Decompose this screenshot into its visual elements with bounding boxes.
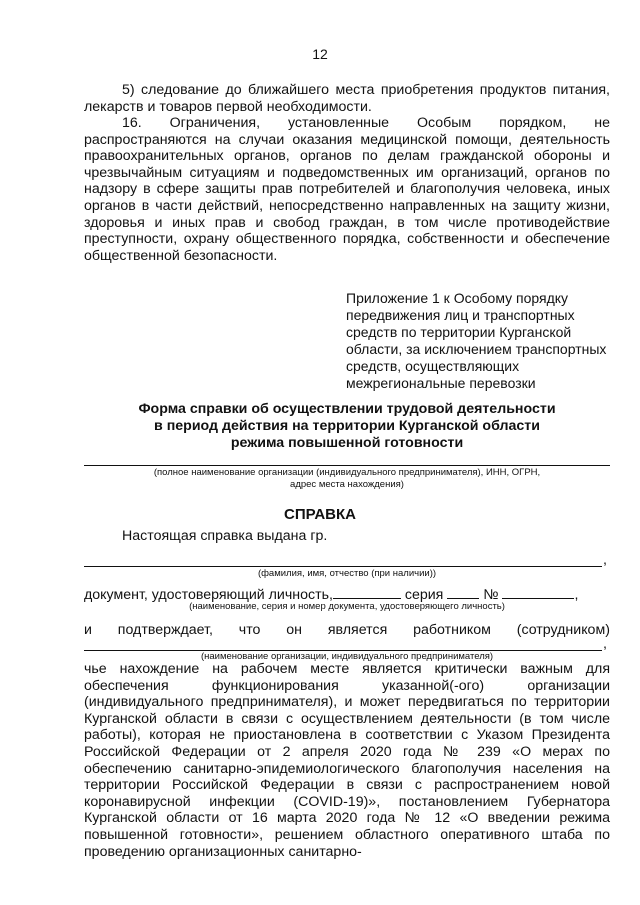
- form-title-line: Форма справки об осуществлении трудовой деятельности: [138, 401, 556, 417]
- issued-to-text: Настоящая справка выдана гр.: [122, 528, 328, 544]
- paragraph-16-text: 16. Ограничения, установленные Особым порядком, не распространяются на случаи оказания медицинской помощи, деятельность правоохранительных органов, органов по делам гражданской обороны и чрезвычайным ситуациям и подведомственных им организаций, органов по надзору в сфере защиты прав потребителей и благополучия человека, иных органов в части действий, непосредственно направленных на защиту жизни, здоровья и иных прав и свобод граждан, в том числе противодействие преступности, охрану общественного порядка, собственности и обеспечение общественной безопасности.: [84, 115, 610, 264]
- number-label: №: [483, 587, 499, 603]
- form-title-line: в период действия на территории Курганской области: [154, 418, 540, 434]
- paragraph-16: [84, 115, 610, 264]
- employer-comma: ,: [603, 636, 607, 652]
- appendix-line: передвижения лиц и транспортных: [346, 307, 575, 323]
- appendix-line: Приложение 1 к Особому порядку: [346, 290, 569, 306]
- confirm-word: (сотрудником): [516, 622, 610, 638]
- confirm-word: и: [84, 622, 92, 638]
- page-number: 12: [312, 46, 328, 62]
- org-name-field[interactable]: [84, 465, 610, 466]
- appendix-note: [346, 290, 616, 392]
- series-field[interactable]: [447, 586, 479, 599]
- confirm-word: подтверждает,: [117, 622, 213, 638]
- fio-caption: (фамилия, имя, отчество (при наличии)): [257, 568, 437, 579]
- appendix-line: межрегиональные перевозки: [346, 375, 536, 391]
- org-caption-1: (полное наименование организации (индивидуального предпринимателя), ИНН, ОГРН,: [153, 467, 541, 478]
- confirm-word: что: [238, 622, 261, 638]
- fio-comma: ,: [603, 552, 607, 568]
- document-label: документ, удостоверяющий личность,: [84, 587, 333, 603]
- confirm-word: работником: [413, 622, 491, 638]
- confirm-word: он: [286, 622, 303, 638]
- certificate-body: [84, 661, 610, 860]
- paragraph-5: [84, 82, 610, 115]
- appendix-line: средств по территории Курганской: [346, 324, 572, 340]
- confirm-word: является: [327, 622, 388, 638]
- appendix-line: области, за исключением транспортных: [346, 341, 607, 357]
- certificate-heading: СПРАВКА: [284, 506, 356, 523]
- document-name-field[interactable]: [333, 586, 401, 599]
- series-label: серия: [404, 587, 444, 603]
- employer-caption: (наименование организации, индивидуального предпринимателя): [200, 651, 494, 662]
- fio-field[interactable]: [84, 566, 602, 567]
- paragraph-5-text: 5) следование до ближайшего места приобретения продуктов питания, лекарств и товаров первой необходимости.: [84, 82, 610, 115]
- appendix-line: средств, осуществляющих: [346, 358, 520, 374]
- document-comma: ,: [574, 587, 579, 603]
- document-caption: (наименование, серия и номер документа, удостоверяющего личность): [189, 601, 505, 612]
- form-title-line: режима повышенной готовности: [230, 435, 464, 451]
- confirms-line: [84, 622, 610, 638]
- number-field[interactable]: [502, 586, 574, 599]
- org-caption-2: адрес места нахождения): [290, 479, 404, 490]
- form-title: [84, 401, 610, 452]
- certificate-body-text: чье нахождение на рабочем месте является критически важным для обеспечения функционирования указанной(-ого) организации (индивидуального предпринимателя), и может передвигаться по территории Курганской области в связи с осуществлением деятельности (в том числе работы), которая не приостановлена в соответствии с Указом Президента Российской Федерации от 2 апреля 2020 года № 239 «О мерах по обеспечению санитарно-эпидемиологического благополучия населения на территории Российской Федерации в связи с распространением новой коронавирусной инфекции (COVID-19)», постановлением Губернатора Курганской области от 16 марта 2020 года № 12 «О введении режима повышенной готовности», решением областного оперативного штаба по проведению организационных санитарно-: [84, 661, 610, 860]
